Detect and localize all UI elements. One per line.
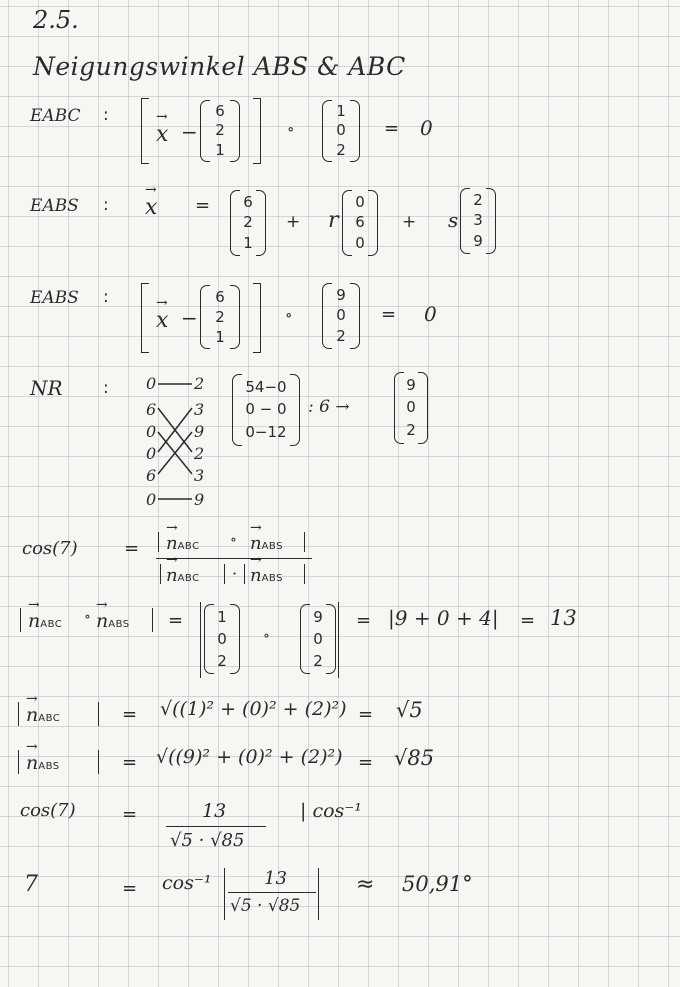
cos-fraction-numerator xyxy=(158,520,308,554)
rhs-zero: 0 xyxy=(420,116,433,140)
vector-arrow-icon: → xyxy=(26,739,38,755)
cross-product-scheme xyxy=(140,374,220,512)
divide-arrow: : 6 → xyxy=(308,397,350,417)
colon: : xyxy=(103,195,109,215)
square-bracket-left xyxy=(141,283,149,353)
abs-bar xyxy=(224,868,225,920)
cos-numerator: 13 xyxy=(202,800,227,822)
scheme-right-value: 2 xyxy=(194,374,205,393)
cos-label: cos(7) xyxy=(22,538,78,559)
fraction-line xyxy=(228,892,316,893)
equals-sign: = xyxy=(122,878,138,899)
equals-sign: = xyxy=(358,752,374,773)
equals-sign: = xyxy=(122,752,138,773)
colon: : xyxy=(103,287,109,307)
angle-gamma: 7 xyxy=(24,872,38,897)
plane-label-abs: EABS xyxy=(30,196,79,216)
equals-sign: = xyxy=(168,610,184,631)
vector-arrow-icon: → xyxy=(250,520,262,536)
position-vector-x: → x xyxy=(145,182,158,220)
approx-sign: ≈ xyxy=(356,872,375,897)
magnitude-abs-expression: √((9)² + (0)² + (2)²) xyxy=(156,746,343,768)
position-vector-x: → x xyxy=(156,295,169,333)
dot-operator: ∘ xyxy=(287,120,295,138)
plane-label-abc: EABC xyxy=(30,106,81,126)
dot-sum: |9 + 0 + 4| xyxy=(388,606,499,630)
equals-sign: = xyxy=(384,118,400,139)
scheme-right-value: 9 xyxy=(194,422,205,441)
abs-bar xyxy=(200,602,201,678)
square-bracket-right xyxy=(253,98,261,164)
abs-bar xyxy=(338,602,339,678)
final-numerator: 13 xyxy=(264,868,287,889)
fraction-line xyxy=(156,558,312,559)
plus-sign: + xyxy=(286,212,301,232)
minus-sign: − xyxy=(181,306,198,330)
support-point-vector: 6 2 1 xyxy=(230,190,266,256)
colon: : xyxy=(103,378,109,398)
direction-vector-1: 0 6 0 xyxy=(342,190,378,256)
colon: : xyxy=(103,105,109,125)
position-vector-x: → x xyxy=(156,109,169,147)
vector-arrow-icon: → xyxy=(26,691,38,707)
vector-arrow-icon: → xyxy=(166,520,178,536)
normal-vector-abs: 9 0 2 xyxy=(322,283,360,349)
magnitude-abs-result: √85 xyxy=(394,746,435,770)
magnitude-abc-label xyxy=(18,691,108,728)
scheme-right-value: 9 xyxy=(194,490,205,509)
cos-fraction-denominator xyxy=(160,552,310,586)
equals-sign: = xyxy=(122,804,138,825)
normal-vector-abc: → nABC xyxy=(166,552,200,586)
multiply-dot: · xyxy=(232,564,238,583)
equals-sign: = xyxy=(381,304,397,325)
vector-arrow-icon: → xyxy=(145,182,157,198)
cos-label: cos(7) xyxy=(20,800,76,821)
scheme-left-value: 6 xyxy=(146,466,157,485)
vector-arrow-icon: → xyxy=(156,295,168,311)
normal-vector-abs: → nABS xyxy=(250,552,283,586)
normal-vector-abs: → nABS xyxy=(96,597,130,632)
normal-vector-abc: → nABC xyxy=(26,691,61,726)
scheme-left-value: 0 xyxy=(146,490,157,509)
scheme-left-value: 0 xyxy=(146,422,157,441)
normal-vector-label: NR xyxy=(30,376,63,400)
scheme-right-value: 2 xyxy=(194,444,205,463)
normal-vector-abc: 1 0 2 xyxy=(204,604,240,674)
parameter-s: s xyxy=(448,208,459,232)
scheme-left-value: 0 xyxy=(146,374,157,393)
normal-vector-abc: 1 0 2 xyxy=(322,100,360,162)
scheme-cross-lines xyxy=(140,374,220,512)
final-denominator: √5 · √85 xyxy=(230,896,301,916)
rhs-zero: 0 xyxy=(424,302,437,326)
vector-arrow-icon: → xyxy=(96,597,108,613)
exercise-number: 2.5. xyxy=(33,6,79,34)
dot-operator: ∘ xyxy=(84,609,91,625)
minus-sign: − xyxy=(181,120,198,144)
normal-vector-result: 9 0 2 xyxy=(394,372,428,444)
magnitude-abc-result: √5 xyxy=(396,698,423,722)
normal-vector-abc: → nABC xyxy=(28,597,63,632)
scheme-right-value: 3 xyxy=(194,400,205,419)
scheme-right-value: 3 xyxy=(194,466,205,485)
abs-bar xyxy=(318,868,319,920)
vector-arrow-icon: → xyxy=(156,109,168,125)
dot-result: 13 xyxy=(550,606,577,630)
direction-vector-2: 2 3 9 xyxy=(460,188,496,254)
support-point-vector: 6 2 1 xyxy=(200,100,240,162)
exercise-title: Neigungswinkel ABS & ABC xyxy=(33,52,406,81)
normal-vector-abs: → nABS xyxy=(250,520,283,554)
normal-vector-abs: 9 0 2 xyxy=(300,604,336,674)
arccos-function: cos⁻¹ xyxy=(162,872,212,894)
dot-operator: ∘ xyxy=(230,532,237,548)
scheme-left-value: 6 xyxy=(146,400,157,419)
magnitude-abs-label xyxy=(18,739,108,776)
magnitude-abc-expression: √((1)² + (0)² + (2)²) xyxy=(160,698,347,720)
plane-label-abs: EABS xyxy=(30,288,79,308)
equals-sign: = xyxy=(122,704,138,725)
square-bracket-right xyxy=(253,283,261,353)
support-point-vector: 6 2 1 xyxy=(200,285,240,349)
normal-vector-abc: → nABC xyxy=(166,520,200,554)
square-bracket-left xyxy=(141,98,149,164)
dot-operator: ∘ xyxy=(263,628,270,644)
dot-operator: ∘ xyxy=(285,306,293,324)
vector-arrow-icon: → xyxy=(166,552,178,568)
equals-sign: = xyxy=(520,610,536,631)
final-angle: 50,91° xyxy=(402,872,473,896)
dot-product-left xyxy=(20,597,160,634)
vector-arrow-icon: → xyxy=(28,597,40,613)
equals-sign: = xyxy=(356,610,372,631)
plus-sign: + xyxy=(402,212,417,232)
cos-denominator: √5 · √85 xyxy=(170,830,245,851)
cross-product-result: 54−0 0 − 0 0−12 xyxy=(232,374,300,446)
equals-sign: = xyxy=(358,704,374,725)
normal-vector-abs: → nABS xyxy=(26,739,60,774)
equals-sign: = xyxy=(195,195,211,216)
scheme-left-value: 0 xyxy=(146,444,157,463)
fraction-line xyxy=(166,826,266,827)
vector-arrow-icon: → xyxy=(250,552,262,568)
cos-inverse-note: | cos⁻¹ xyxy=(300,800,362,822)
parameter-r: r xyxy=(328,208,339,233)
equals-sign: = xyxy=(124,538,140,559)
